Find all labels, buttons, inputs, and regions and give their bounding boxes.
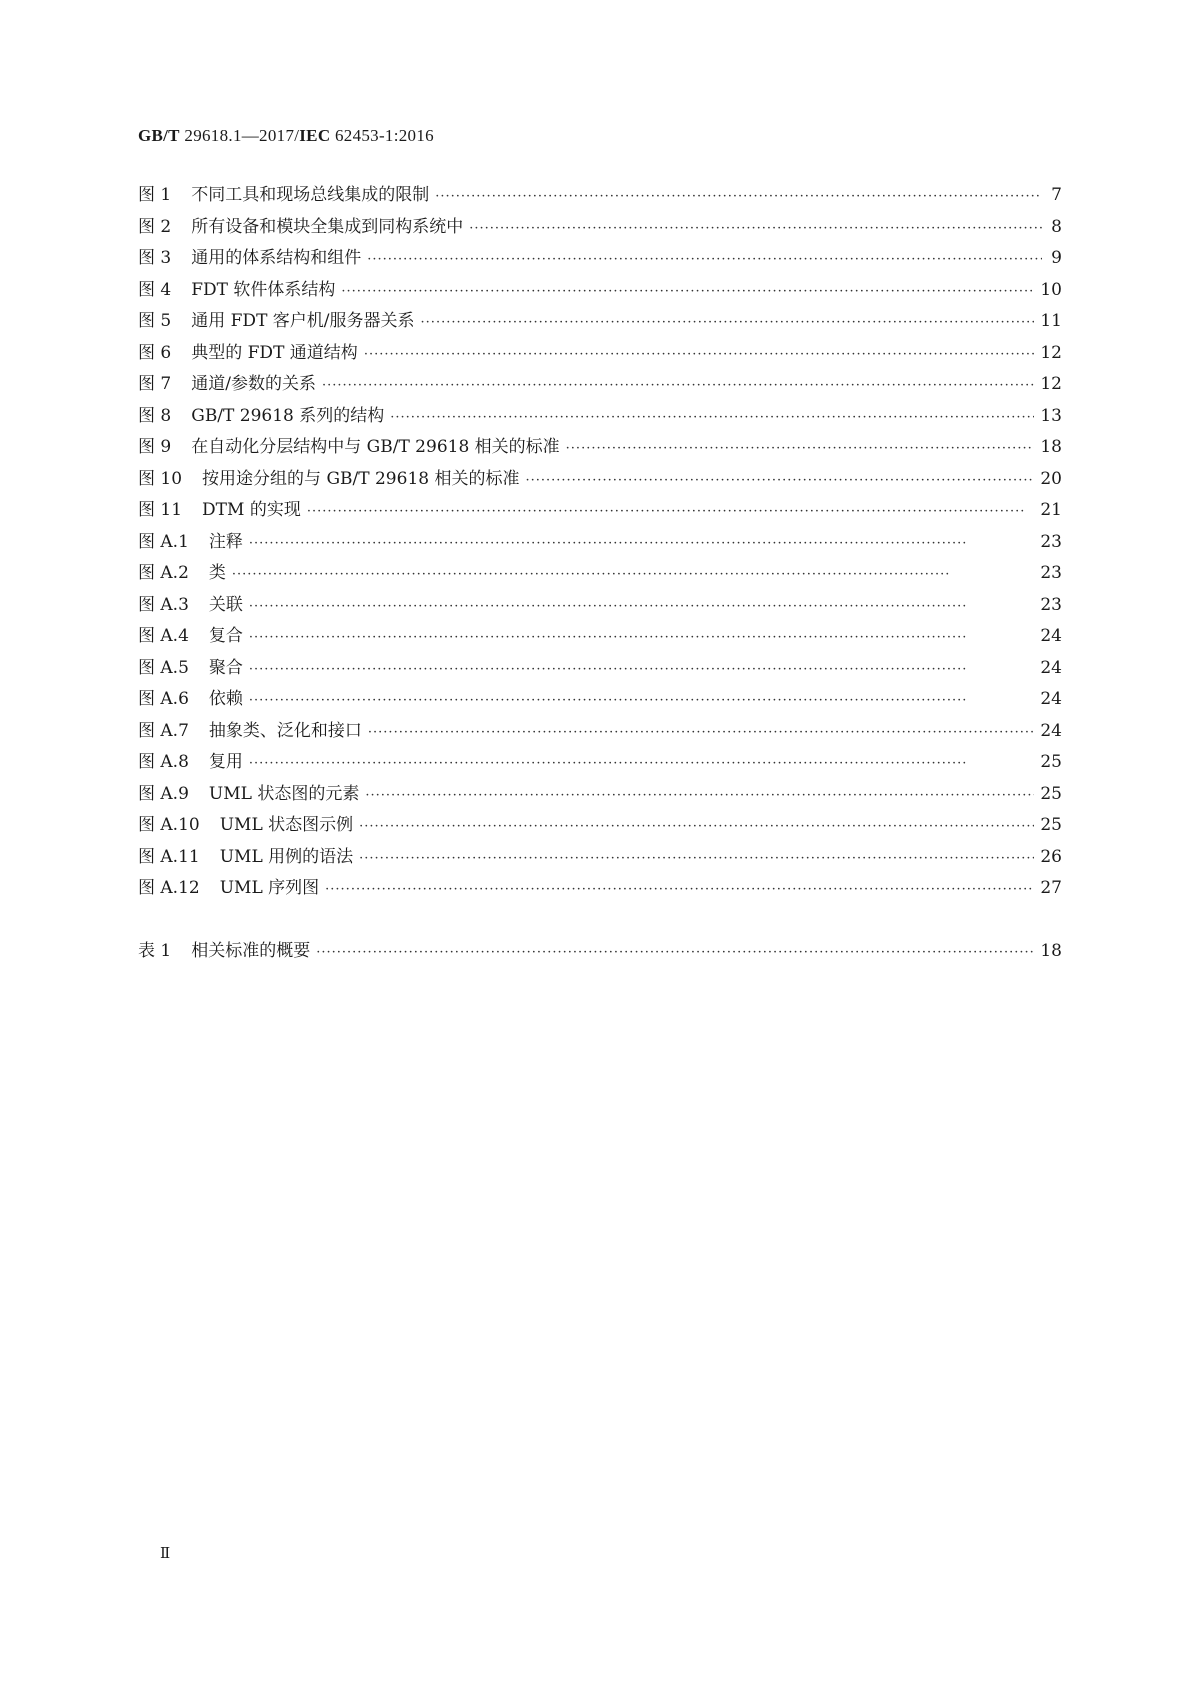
dot-leader: [249, 630, 1034, 645]
dot-leader: [341, 284, 1034, 299]
toc-entry[interactable]: [138, 747, 1062, 779]
toc-entry-title: 关联: [208, 594, 243, 615]
toc-entry-title: 通用的体系结构和组件: [191, 248, 362, 268]
dot-leader: [566, 441, 1035, 456]
toc-entry[interactable]: [138, 369, 1062, 401]
toc-entry-page: 12: [1040, 342, 1062, 363]
toc-entry-label: 图 A.3: [138, 594, 189, 615]
toc-entry-label: 图 A.5: [138, 657, 189, 678]
toc-entry[interactable]: [138, 495, 1062, 527]
toc-entry-label: 图 10: [138, 468, 183, 489]
toc-entry[interactable]: [138, 590, 1062, 622]
toc-entry[interactable]: [138, 558, 1062, 590]
toc-entry-label: 图 A.9: [138, 783, 189, 804]
toc-entry-page: 24: [1040, 720, 1062, 741]
toc-entry-page: 24: [1040, 626, 1062, 646]
standard-code-number: 29618.1—2017/: [184, 126, 300, 145]
page-number: Ⅱ: [160, 1544, 171, 1562]
toc-entry-title: UML 序列图: [219, 878, 320, 898]
dot-leader: [322, 378, 1034, 393]
dot-leader: [249, 536, 1034, 551]
dot-leader: [249, 599, 1034, 614]
toc-entry-label: 图 7: [138, 374, 172, 394]
toc-entry-page: 21: [1040, 500, 1062, 520]
dot-leader: [249, 662, 1034, 677]
toc-entry-label: 图 A.12: [138, 878, 200, 898]
toc-entry[interactable]: [138, 464, 1062, 496]
standard-code-prefix: GB/T: [138, 126, 180, 145]
table-list: [138, 936, 1062, 968]
toc-entry-title: DTM 的实现: [202, 500, 301, 520]
dot-leader: [307, 504, 1035, 519]
toc-entry[interactable]: [138, 401, 1062, 433]
toc-entry-page: 7: [1051, 185, 1062, 205]
dot-leader: [364, 347, 1035, 362]
toc-entry-label: 图 8: [138, 405, 172, 426]
dot-leader: [435, 189, 1042, 204]
toc-entry-title: 按用途分组的与 GB/T 29618 相关的标准: [202, 468, 520, 489]
dot-leader: [368, 725, 1034, 740]
toc-entry-title: 典型的 FDT 通道结构: [191, 342, 358, 363]
toc-entry-title: 复用: [208, 752, 243, 772]
toc-entry-page: 23: [1040, 563, 1062, 583]
dot-leader: [390, 410, 1034, 425]
toc-entry-title: 抽象类、泛化和接口: [208, 720, 362, 741]
toc-entry[interactable]: [138, 716, 1062, 748]
toc-entry-label: 图 A.8: [138, 752, 189, 772]
toc-entry-label: 图 A.7: [138, 720, 189, 741]
toc-entry-title: 所有设备和模块全集成到同构系统中: [191, 216, 464, 237]
toc-entry[interactable]: [138, 936, 1062, 968]
toc-entry-page: 23: [1040, 594, 1062, 615]
toc-entry[interactable]: [138, 653, 1062, 685]
dot-leader: [359, 851, 1034, 866]
iec-prefix: IEC: [299, 126, 331, 145]
toc-entry-title: 注释: [208, 531, 243, 552]
dot-leader: [359, 819, 1034, 834]
iec-number: 62453-1:2016: [334, 126, 434, 145]
toc-entry-title: 通道/参数的关系: [191, 374, 316, 394]
toc-entry[interactable]: [138, 842, 1062, 874]
toc-entry[interactable]: [138, 810, 1062, 842]
figure-list: [138, 180, 1062, 905]
document-header: [138, 126, 434, 146]
toc-entry-title: 复合: [208, 626, 243, 646]
toc-entry-page: 24: [1040, 689, 1062, 709]
toc-entry-title: 相关标准的概要: [191, 941, 311, 961]
dot-leader: [249, 693, 1034, 708]
toc-entry-label: 图 2: [138, 216, 172, 237]
dot-leader: [365, 788, 1034, 803]
toc-entry-title: FDT 软件体系结构: [191, 279, 336, 300]
toc-entry[interactable]: [138, 180, 1062, 212]
toc-entry-page: 18: [1040, 437, 1062, 457]
toc-entry[interactable]: [138, 527, 1062, 559]
dot-leader: [249, 756, 1034, 771]
toc-entry-page: 24: [1040, 657, 1062, 678]
toc-entry-label: 图 A.4: [138, 626, 189, 646]
toc-entry-label: 图 A.2: [138, 563, 189, 583]
toc-entry-label: 图 A.6: [138, 689, 189, 709]
dot-leader: [316, 945, 1034, 960]
toc-entry-label: 图 11: [138, 500, 183, 520]
dot-leader: [525, 473, 1034, 488]
toc-entry-title: UML 状态图的元素: [208, 783, 360, 804]
toc-entry-page: 25: [1040, 752, 1062, 772]
toc-entry-label: 图 3: [138, 248, 172, 268]
toc-entry[interactable]: [138, 212, 1062, 244]
toc-entry[interactable]: [138, 684, 1062, 716]
toc-entry-title: UML 用例的语法: [219, 846, 354, 867]
toc-entry-label: 图 A.10: [138, 815, 200, 835]
toc-entry-title: GB/T 29618 系列的结构: [191, 405, 385, 426]
toc-entry[interactable]: [138, 779, 1062, 811]
toc-entry[interactable]: [138, 243, 1062, 275]
toc-entry-label: 图 5: [138, 311, 172, 331]
toc-entry[interactable]: [138, 338, 1062, 370]
dot-leader: [325, 882, 1034, 897]
toc-entry-label: 图 4: [138, 279, 172, 300]
toc-entry-page: 10: [1040, 279, 1062, 300]
toc-entry-title: 聚合: [208, 657, 243, 678]
toc-entry-label: 表 1: [138, 941, 172, 961]
toc-entry-page: 25: [1040, 815, 1062, 835]
toc-entry-title: 不同工具和现场总线集成的限制: [191, 185, 430, 205]
toc-entry[interactable]: [138, 306, 1062, 338]
dot-leader: [421, 315, 1035, 330]
toc-entry-page: 27: [1040, 878, 1062, 898]
dot-leader: [367, 252, 1042, 267]
toc-entry-page: 26: [1040, 846, 1062, 867]
toc-entry-page: 8: [1051, 216, 1062, 237]
dot-leader: [232, 567, 1034, 582]
toc-entry-page: 20: [1040, 468, 1062, 489]
toc-entry-page: 9: [1051, 248, 1062, 268]
toc-entry-page: 25: [1040, 783, 1062, 804]
toc-entry-label: 图 A.11: [138, 846, 200, 867]
toc-entry-page: 12: [1040, 374, 1062, 394]
toc-entry-page: 18: [1040, 941, 1062, 961]
toc-entry-label: 图 A.1: [138, 531, 189, 552]
toc-entry[interactable]: [138, 873, 1062, 905]
toc-entry[interactable]: [138, 621, 1062, 653]
toc-entry-title: 在自动化分层结构中与 GB/T 29618 相关的标准: [191, 437, 560, 457]
toc-entry[interactable]: [138, 275, 1062, 307]
dot-leader: [469, 221, 1042, 236]
toc-entry-title: 依赖: [208, 689, 243, 709]
toc-entry-label: 图 1: [138, 185, 172, 205]
toc-entry-label: 图 6: [138, 342, 172, 363]
toc-entry-title: 类: [208, 563, 226, 583]
toc-entry-page: 11: [1040, 311, 1062, 331]
toc-entry-title: UML 状态图示例: [219, 815, 354, 835]
toc-entry-page: 23: [1040, 531, 1062, 552]
toc-entry-page: 13: [1040, 405, 1062, 426]
toc-entry-label: 图 9: [138, 437, 172, 457]
toc-entry[interactable]: [138, 432, 1062, 464]
toc-entry-title: 通用 FDT 客户机/服务器关系: [191, 311, 415, 331]
